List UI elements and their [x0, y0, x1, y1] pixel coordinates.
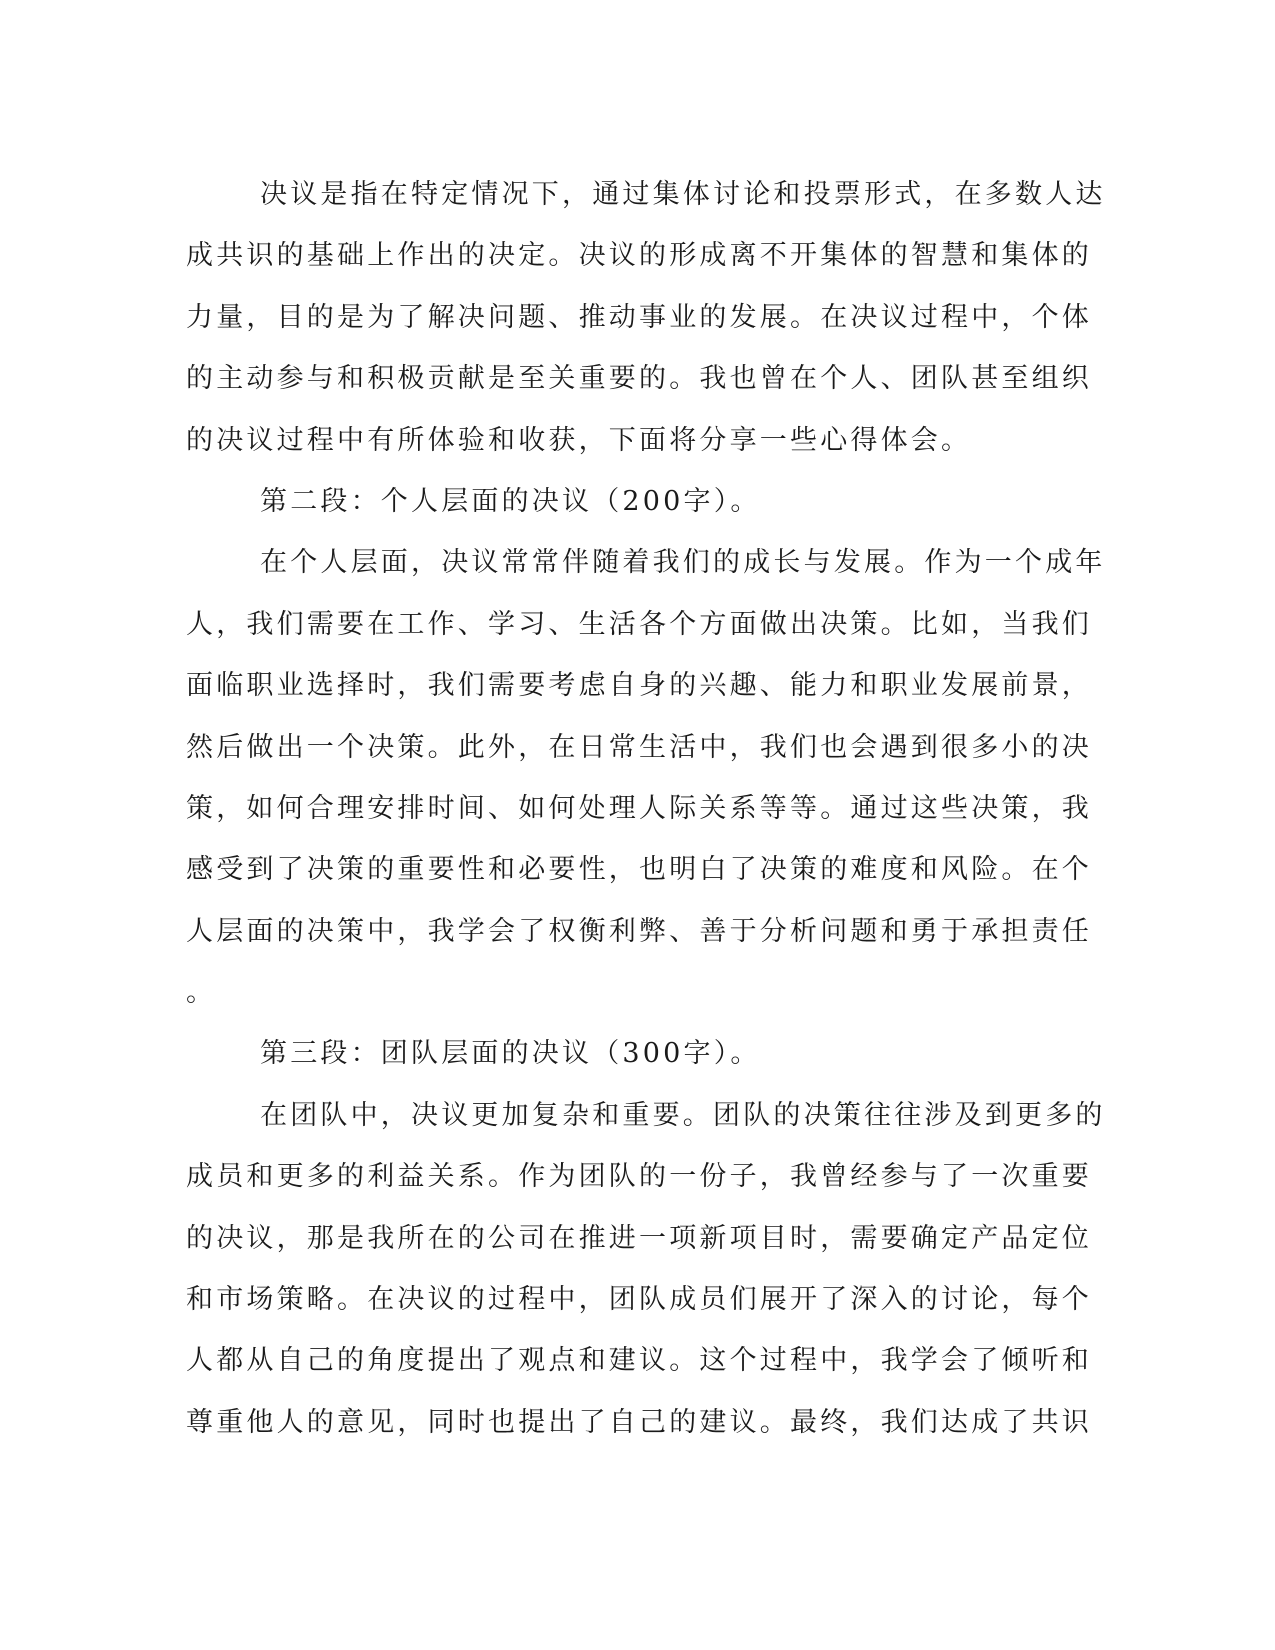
paragraph-first-line: 第三段：团队层面的决议（300字）。 — [260, 1038, 761, 1070]
paragraph-first-line: 第二段：个人层面的决议（200字）。 — [260, 485, 761, 517]
text-line: 人，我们需要在工作、学习、生活各个方面做出决策。比如，当我们 — [186, 608, 1092, 640]
text-line: 力量，目的是为了解决问题、推动事业的发展。在决议过程中，个体 — [186, 301, 1092, 333]
text-line: 成共识的基础上作出的决定。决议的形成离不开集体的智慧和集体的 — [186, 240, 1092, 272]
document-body — [186, 164, 1106, 1453]
text-line: 人层面的决策中，我学会了权衡利弊、善于分析问题和勇于承担责任 — [186, 915, 1092, 947]
paragraph-first-line: 在团队中，决议更加复杂和重要。团队的决策往往涉及到更多的 — [260, 1099, 1106, 1131]
text-line: 然后做出一个决策。此外，在日常生活中，我们也会遇到很多小的决 — [186, 731, 1092, 763]
text-line: 成员和更多的利益关系。作为团队的一份子，我曾经参与了一次重要 — [186, 1161, 1092, 1193]
text-line: 人都从自己的角度提出了观点和建议。这个过程中，我学会了倾听和 — [186, 1345, 1092, 1377]
text-line: 感受到了决策的重要性和必要性，也明白了决策的难度和风险。在个 — [186, 854, 1092, 886]
text-line: 的决议过程中有所体验和收获，下面将分享一些心得体会。 — [186, 424, 972, 456]
text-line: 。 — [186, 977, 217, 1009]
text-line: 尊重他人的意见，同时也提出了自己的建议。最终，我们达成了共识 — [186, 1406, 1092, 1438]
text-line: 和市场策略。在决议的过程中，团队成员们展开了深入的讨论，每个 — [186, 1284, 1092, 1316]
paragraph-first-line: 决议是指在特定情况下，通过集体讨论和投票形式，在多数人达 — [260, 179, 1106, 210]
text-line: 的主动参与和积极贡献是至关重要的。我也曾在个人、团队甚至组织 — [186, 363, 1092, 395]
text-line: 策，如何合理安排时间、如何处理人际关系等等。通过这些决策，我 — [186, 792, 1092, 824]
paragraph-first-line: 在个人层面，决议常常伴随着我们的成长与发展。作为一个成年 — [260, 547, 1106, 579]
text-line: 面临职业选择时，我们需要考虑自身的兴趣、能力和职业发展前景， — [186, 670, 1092, 702]
text-line: 的决议，那是我所在的公司在推进一项新项目时，需要确定产品定位 — [186, 1222, 1092, 1254]
